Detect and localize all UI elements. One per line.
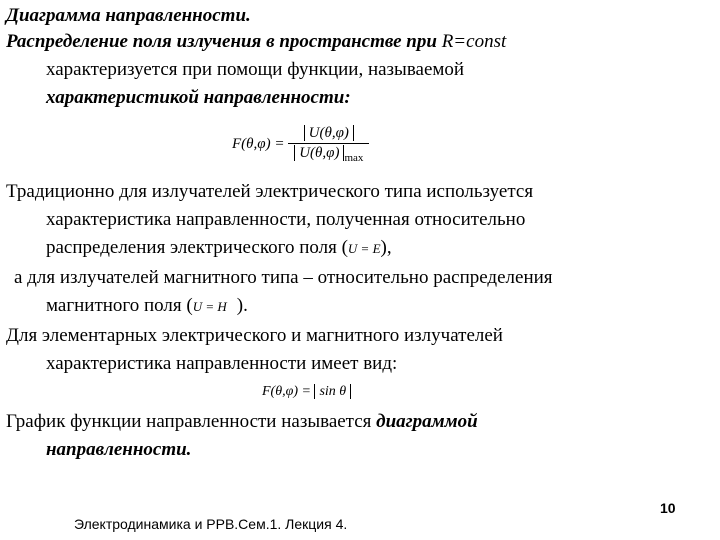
para3-line1: Для элементарных электрического и магнитного излучателей <box>6 325 503 346</box>
para1-line1-text: Распределение поля излучения в пространстве при <box>6 31 442 52</box>
para2-line1: Традиционно для излучателей электрического типа используется <box>6 181 534 202</box>
para1-line2: характеризуется при помощи функции, называемой <box>46 59 465 80</box>
formula2-lhs: F(θ,φ) = <box>262 384 311 399</box>
formula-u-h: U = H <box>192 299 227 314</box>
para2-line5-text: магнитного поля ( <box>46 295 193 316</box>
formula1-denominator: U(θ,φ) <box>294 145 344 161</box>
para2-line5 <box>46 294 248 318</box>
para2-line2: характеристика направленности, полученная относительно <box>46 209 526 230</box>
directivity-formula <box>232 124 369 165</box>
formula1-lhs: F(θ,φ) = <box>232 135 285 152</box>
footer-course: Электродинамика и РРВ.Сем.1. Лекция 4. <box>74 516 348 532</box>
page-number: 10 <box>660 500 676 516</box>
para4-line1 <box>6 410 478 434</box>
para2-line3-text: распределения электрического поля ( <box>46 237 348 258</box>
para2-line4: а для излучателей магнитного типа – относительно распределения <box>14 267 553 288</box>
para2-line5-end: ). <box>236 295 248 316</box>
formula1-fraction <box>288 124 369 165</box>
formula2-rhs: sin θ <box>314 384 351 399</box>
para1-line3: характеристикой направленности: <box>46 87 351 108</box>
para4-line2: направленности. <box>46 439 192 460</box>
formula1-sub: max <box>344 152 364 164</box>
para2-line3 <box>46 236 392 260</box>
para2-line3-end: ), <box>380 237 392 258</box>
formula1-numerator: U(θ,φ) <box>304 125 354 141</box>
para4-line1-term: диаграммой <box>376 411 478 432</box>
para4-line1-text: График функции направленности называется <box>6 411 377 432</box>
elementary-formula <box>262 384 351 400</box>
para1-line1 <box>6 30 506 54</box>
para3-line2: характеристика направленности имеет вид: <box>46 353 398 374</box>
para1-condition: R=const <box>441 31 507 52</box>
formula-u-e: U = E <box>347 241 381 256</box>
slide-heading: Диаграмма направленности. <box>6 5 251 26</box>
